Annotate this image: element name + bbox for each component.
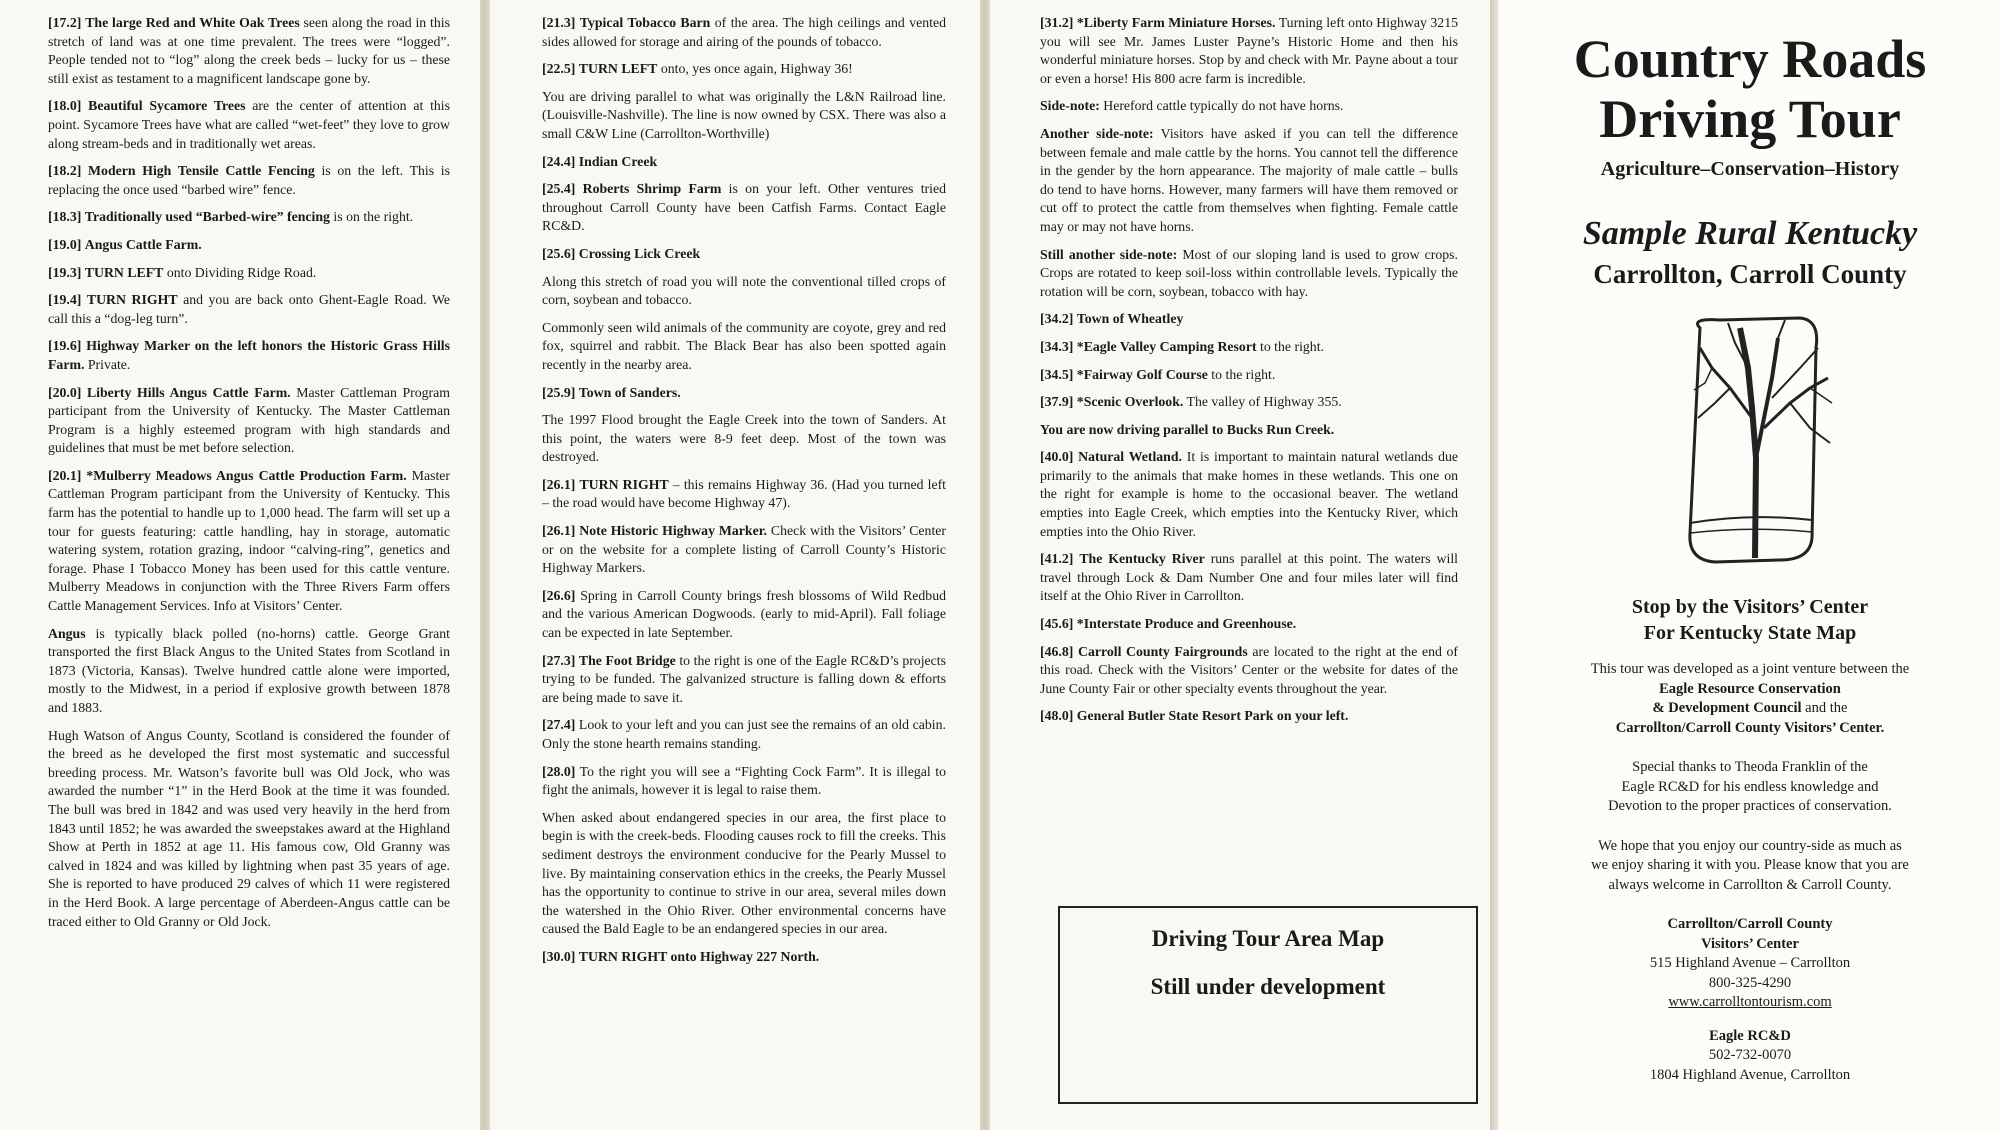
- mile-marker: [17.2]: [48, 15, 82, 30]
- entry-heading: Side-note:: [1040, 98, 1100, 114]
- entry-body: It is important to maintain natural wetlands due primarily to the animals that make homes in these wetlands. This one on the right for example is home to the occasional beaver. The wetland empties into Eagle Creek, which empties into the Kentucky River, which empties into the Ohio River.: [1040, 449, 1458, 539]
- entry-heading: General Butler State Resort Park on your left.: [1076, 708, 1349, 724]
- mile-marker: [20.1]: [48, 467, 82, 483]
- entry-body: The valley of Highway 355.: [1183, 394, 1342, 410]
- entry-heading: You are now driving parallel to Bucks Run Creek.: [1040, 421, 1335, 437]
- tour-entry: [542, 522, 946, 578]
- tour-entry: [48, 14, 450, 88]
- tour-entry: [48, 337, 450, 374]
- cover-title-line1: Country Roads: [1573, 29, 1927, 89]
- tour-entry: [1040, 246, 1458, 302]
- cover-subtitle: Agriculture–Conservation–History: [1600, 158, 1900, 180]
- tour-entry: [48, 291, 450, 328]
- thanks-line-3: Devotion to the proper practices of conservation.: [1608, 798, 1892, 814]
- tour-entry: [542, 180, 946, 236]
- fold-divider: [480, 0, 490, 1130]
- tree-illustration: [1522, 308, 1978, 568]
- vc-name-1: Carrollton/Carroll County: [1667, 916, 1833, 932]
- entry-heading: Typical Tobacco Barn: [579, 15, 711, 30]
- thanks-line-2: Eagle RC&D for his endless knowledge and: [1621, 778, 1879, 795]
- entry-body: Master Cattleman Program participant from the University of Kentucky. This farm has the potential to handle up to 1,000 head. The farm will set up a tour for guests featuring: cattle handling, hay in storage, automatic watering system, rotation grazing, indoor “calving-ring”, genetics and forage. Phase I Tobacco Money has been used for this cattle venture. Mulberry Meadows in conjunction with the Three Rivers Farm offers Cattle Management Services. Info at Visitors’ Center.: [48, 467, 451, 614]
- mile-marker: [37.9]: [1040, 394, 1074, 410]
- tour-entry: [1040, 14, 1458, 88]
- entry-body: Along this stretch of road you will note the conventional tilled crops of corn, soybean and tobacco.: [542, 273, 946, 308]
- tour-entry: [1040, 310, 1458, 329]
- entry-heading: Liberty Hills Angus Cattle Farm.: [86, 384, 291, 400]
- vc-name-2: Visitors’ Center: [1701, 935, 1799, 952]
- visitors-center-contact: [1522, 915, 1978, 1013]
- tour-entry: [542, 384, 946, 403]
- entry-heading: Still another side-note:: [1040, 246, 1178, 262]
- tour-entry: [542, 716, 946, 753]
- entry-body: Hugh Watson of Angus County, Scotland is considered the founder of the breed as he developed the first most systematic and successful breeding process. Mr. Watson’s favorite bull was Old Jock, who was awarded the number “1” in the Herd Book at the time it was founded. The bull was bred in 1842 and was used very heavily in the herd from 1843 until 1852; he was awarded the sweepstakes award at the Highland Show at Perth in 1852 at age 11. His famous cow, Old Granny was calved in 1824 and was killed by lightning when past 35 years of age. She is reported to have produced 29 calves of which 11 were registered in the Herd Book. A large percentage of Aberdeen-Angus cattle can be traced either to Old Granny or Old Jock.: [48, 727, 450, 929]
- entry-body: of the area. The high ceilings and vented sides allowed for storage and airing of the pounds of tobacco.: [542, 15, 946, 49]
- tour-entry: [542, 587, 946, 643]
- entry-body: Commonly seen wild animals of the community are coyote, grey and red fox, squirrel and rabbit. The Black Bear has also been spotted again recently in the nearby area.: [542, 319, 946, 372]
- mile-marker: [21.3]: [542, 15, 576, 30]
- mile-marker: [26.6]: [542, 587, 576, 603]
- mile-marker: [46.8]: [1040, 643, 1074, 659]
- entry-heading: TURN LEFT: [578, 61, 658, 77]
- joint-and: and the: [1801, 700, 1848, 716]
- cover-panel: [1498, 0, 2000, 1130]
- entry-heading: *Mulberry Meadows Angus Cattle Production Farm.: [86, 467, 407, 483]
- thanks-text: [1522, 758, 1978, 817]
- entry-body: is typically black polled (no-horns) cattle. George Grant transported the first Black Angus to the United States from Scotland in 1873 (Victoria, Kansas). Twelve hundred cattle alone were imported, mostly to the Midwest, in a period if explosive growth between 1878 and 1883.: [48, 625, 450, 715]
- entry-heading: *Liberty Farm Miniature Horses.: [1076, 15, 1276, 30]
- tour-entry: [542, 60, 946, 79]
- entry-body: To the right you will see a “Fighting Cock Farm”. It is illegal to fight the animals, however it is legal to raise them.: [542, 763, 946, 798]
- entry-heading: TURN LEFT: [84, 264, 164, 280]
- mile-marker: [31.2]: [1040, 15, 1074, 30]
- eagle-phone: 502-732-0070: [1708, 1047, 1792, 1063]
- tour-entry: [48, 97, 450, 153]
- entry-body: onto Dividing Ridge Road.: [163, 264, 317, 280]
- tour-entry: [542, 88, 946, 144]
- entry-body: are located to the right at the end of this road. Check with the Visitors’ Center or the website for dates of the June County Fair or other specialty events throughout the year.: [1040, 643, 1459, 696]
- eagle-rcd-contact: [1522, 1027, 1978, 1086]
- entry-heading: The Foot Bridge: [578, 652, 676, 668]
- entry-heading: TURN RIGHT: [86, 292, 178, 308]
- tour-entry: [542, 809, 946, 939]
- tour-entry: [48, 236, 450, 255]
- tour-entry: [48, 727, 450, 932]
- panel-tour-stops-1: [0, 0, 480, 1130]
- mile-marker: [25.4]: [542, 181, 576, 197]
- fold-divider: [980, 0, 990, 1130]
- mile-marker: [41.2]: [1040, 551, 1074, 567]
- eagle-address: 1804 Highland Avenue, Carrollton: [1649, 1066, 1851, 1083]
- cover-county: Carrollton, Carroll County: [1593, 259, 1907, 289]
- mile-marker: [18.0]: [48, 98, 82, 114]
- entry-body: The 1997 Flood brought the Eagle Creek into the town of Sanders. At this point, the waters were 8-9 feet deep. Most of the town was destroyed.: [542, 412, 946, 465]
- entry-body: runs parallel at this point. The waters will travel through Lock & Dam Number One and four miles later will find itself at the Ohio River in Carrollton.: [1040, 551, 1459, 604]
- visitors-center-heading: [1522, 594, 1978, 646]
- entry-body: Most of our sloping land is used to grow crops. Crops are rotated to keep soil-loss within controllable levels. Typically the rotation will be corn, soybean, tobacco with hay.: [1040, 246, 1458, 299]
- vc-address: 515 Highland Avenue – Carrollton: [1649, 955, 1851, 971]
- tour-entry: [542, 14, 946, 51]
- tour-entry: [1040, 615, 1458, 634]
- entry-heading: Highway Marker on the left honors the Historic Grass Hills Farm.: [48, 338, 450, 372]
- hope-line-1: We hope that you enjoy our country-side as much as: [1598, 837, 1902, 854]
- hope-line-2: we enjoy sharing it with you. Please know that you are: [1591, 857, 1909, 873]
- mile-marker: [24.4]: [542, 153, 576, 169]
- visit-line-1: Stop by the Visitors’ Center: [1631, 596, 1869, 618]
- entry-body: is on the left. This is replacing the once used “barbed wire” fence.: [48, 163, 450, 197]
- entry-body: Hereford cattle typically do not have horns.: [1099, 98, 1344, 114]
- entry-heading: The large Red and White Oak Trees: [85, 15, 300, 30]
- entry-heading: Crossing Lick Creek: [578, 245, 701, 261]
- mile-marker: [34.5]: [1040, 366, 1074, 382]
- entry-heading: Beautiful Sycamore Trees: [88, 98, 246, 114]
- entry-body: is on your left. Other ventures tried throughout Carroll County have been Catfish Farms. Contact Eagle RC&D.: [542, 181, 946, 234]
- mile-marker: [25.6]: [542, 245, 576, 261]
- tour-entry: [48, 208, 450, 227]
- joint-org3: Carrollton/Carroll County Visitors’ Center.: [1615, 719, 1885, 736]
- area-map-box: [1058, 906, 1478, 1104]
- entry-body: Private.: [84, 356, 131, 372]
- welcome-text: [1522, 837, 1978, 896]
- entry-body: seen along the road in this stretch of land was at one time prevalent. The trees were “logged”. People tended not to “log” along the creek beds – lucky for us – these still exist as testament to a magnificent landscape gone by.: [48, 15, 450, 86]
- tour-entry: [542, 948, 946, 967]
- mile-marker: [40.0]: [1040, 449, 1074, 465]
- entry-body: Master Cattleman Program participant from the University of Kentucky. The Master Cattleman Program is a highly esteemed program with high standards and guidelines that must be met before selection.: [48, 384, 450, 456]
- map-box-status: Still under development: [1150, 974, 1386, 999]
- tour-entry: [1040, 97, 1458, 116]
- mile-marker: [48.0]: [1040, 708, 1074, 724]
- tour-entry: [1040, 125, 1458, 237]
- mile-marker: [19.4]: [48, 292, 82, 308]
- entry-body: Look to your left and you can just see the remains of an old cabin. Only the stone hearth remains standing.: [542, 717, 946, 751]
- vc-website-link[interactable]: www.carrolltontourism.com: [1668, 994, 1832, 1010]
- mile-marker: [25.9]: [542, 384, 576, 400]
- entry-heading: Angus Cattle Farm.: [84, 236, 202, 252]
- cover-region: Sample Rural Kentucky: [1582, 215, 1918, 252]
- tour-entry: [1040, 366, 1458, 385]
- mile-marker: [20.0]: [48, 384, 82, 400]
- entry-body: You are driving parallel to what was originally the L&N Railroad line. (Louisville-Nashville). The line is now owned by CSX. There was also a small C&W Line (Carrollton-Worthville): [542, 88, 946, 141]
- mile-marker: [30.0]: [542, 948, 576, 964]
- entry-heading: Carroll County Fairgrounds: [1077, 643, 1248, 659]
- entry-heading: Town of Sanders.: [578, 384, 681, 400]
- tour-entry: [542, 153, 946, 172]
- tour-entry: [1040, 448, 1458, 541]
- tour-entry: [48, 625, 450, 718]
- entry-heading: *Interstate Produce and Greenhouse.: [1076, 616, 1297, 632]
- entry-body: Spring in Carroll County brings fresh blossoms of Wild Redbud and the various American Dogwoods. (early to mid-April). Fall foliage can be expected in late September.: [542, 587, 946, 641]
- entry-body: are the center of attention at this point. Sycamore Trees have what are called “wet-feet” they love to grow along stream-beds and in traditionally wet areas.: [48, 98, 451, 151]
- entry-heading: Natural Wetland.: [1078, 449, 1182, 465]
- map-box-title: Driving Tour Area Map: [1151, 926, 1385, 951]
- entry-body: to the right.: [1207, 366, 1276, 382]
- mile-marker: [26.1]: [542, 523, 576, 539]
- entry-heading: Note Historic Highway Marker.: [579, 523, 768, 539]
- tour-entry: [542, 245, 946, 264]
- entry-body: onto, yes once again, Highway 36!: [657, 61, 853, 77]
- entry-heading: Town of Wheatley: [1076, 311, 1184, 327]
- tree-icon: [1660, 308, 1840, 568]
- entry-heading: Roberts Shrimp Farm: [582, 181, 722, 197]
- joint-pre: This tour was developed as a joint venture between the: [1590, 661, 1910, 677]
- entry-heading: The Kentucky River: [1079, 551, 1205, 567]
- mile-marker: [22.5]: [542, 61, 576, 77]
- tour-entry: [542, 273, 946, 310]
- mile-marker: [19.3]: [48, 264, 82, 280]
- entry-body: Visitors have asked if you can tell the difference between female and male cattle by the horns. You cannot tell the difference in the gender by the horn appearance. The majority of male cattle – bulls do tend to have horns. However, many farmers will have them removed or cut off to protect the cattle from themselves when fighting. Female cattle may or may not have horns.: [1040, 125, 1458, 234]
- entry-heading: Modern High Tensile Cattle Fencing: [88, 163, 315, 179]
- fold-divider: [1490, 0, 1498, 1130]
- entry-body: is on the right.: [329, 209, 414, 225]
- entry-heading: TURN RIGHT: [579, 476, 669, 492]
- panel-tour-stops-2: [490, 0, 980, 1130]
- mile-marker: [28.0]: [542, 763, 576, 779]
- mile-marker: [18.3]: [48, 209, 82, 225]
- entry-heading: Angus: [48, 625, 86, 641]
- entry-heading: Another side-note:: [1040, 125, 1154, 141]
- entry-heading: TURN RIGHT onto Highway 227 North.: [578, 948, 820, 964]
- entry-body: When asked about endangered species in our area, the first place to begin is with the creek-beds. Flooding causes rock to fill the creeks. This sediment destroys the environment conducive for the Pearly Mussel to live. By maintaining conservation ethics in the creeks, the Pearly Mussel has the opportunity to continue to strive in our area, several miles down the watershed in the Ohio River. Other environmental concerns have caused the Bald Eagle to be an endangered species in our area.: [542, 809, 946, 937]
- tour-entry: [1040, 338, 1458, 357]
- tour-entry: [542, 319, 946, 375]
- entry-body: and you are back onto Ghent-Eagle Road. We call this a “dog-leg turn”.: [48, 292, 450, 326]
- tour-entry: [48, 264, 450, 283]
- entry-heading: *Eagle Valley Camping Resort: [1076, 338, 1257, 354]
- tour-entry: [48, 384, 450, 458]
- mile-marker: [27.3]: [542, 652, 576, 668]
- vc-phone: 800-325-4290: [1708, 974, 1792, 991]
- entry-heading: Traditionally used “Barbed-wire” fencing: [84, 209, 330, 225]
- tour-entry: [542, 476, 946, 513]
- joint-org1: Eagle Resource Conservation: [1659, 680, 1841, 697]
- mile-marker: [34.3]: [1040, 338, 1074, 354]
- mile-marker: [45.6]: [1040, 616, 1074, 632]
- entry-body: to the right.: [1256, 338, 1324, 354]
- tour-entry: [542, 763, 946, 800]
- mile-marker: [26.1]: [542, 476, 576, 492]
- tour-entry: [1040, 421, 1458, 440]
- tour-entry: [1040, 643, 1458, 699]
- tour-entry: [1040, 393, 1458, 412]
- tour-entry: [542, 652, 946, 708]
- tour-entry: [48, 467, 450, 616]
- tour-entry: [1040, 550, 1458, 606]
- entry-heading: *Fairway Golf Course: [1076, 366, 1208, 382]
- entry-heading: *Scenic Overlook.: [1076, 394, 1184, 410]
- thanks-line-1: Special thanks to Theoda Franklin of the: [1632, 759, 1868, 775]
- eagle-name: Eagle RC&D: [1709, 1027, 1791, 1044]
- tour-entry: [48, 162, 450, 199]
- cover-title-line2: Driving Tour: [1599, 89, 1901, 149]
- mile-marker: [19.0]: [48, 236, 82, 252]
- entry-body: Check with the Visitors’ Center or on the website for a complete listing of Carroll County’s Historic Highway Markers.: [542, 523, 947, 576]
- entry-body: to the right is one of the Eagle RC&D’s projects trying to be funded. The galvanized structure is falling down & efforts are being made to save it.: [542, 652, 946, 705]
- mile-marker: [27.4]: [542, 717, 576, 733]
- visit-line-2: For Kentucky State Map: [1643, 622, 1857, 644]
- joint-org2: & Development Council: [1652, 700, 1802, 716]
- tour-entry: [542, 411, 946, 467]
- mile-marker: [34.2]: [1040, 311, 1074, 327]
- entry-body: – this remains Highway 36. (Had you turned left – the road would have become Highway 47).: [542, 476, 946, 511]
- tour-entry: [1040, 707, 1458, 726]
- entry-body: Turning left onto Highway 3215 you will see Mr. James Luster Payne’s Historic Home and then his wonderful miniature horses. Stop by and check with Mr. Payne about a tour or even a horse! His 800 acre farm is incredible.: [1040, 15, 1458, 86]
- joint-venture-text: [1522, 660, 1978, 738]
- mile-marker: [19.6]: [48, 338, 82, 354]
- mile-marker: [18.2]: [48, 163, 82, 179]
- hope-line-3: always welcome in Carrollton & Carroll County.: [1608, 876, 1892, 893]
- entry-heading: Indian Creek: [578, 153, 658, 169]
